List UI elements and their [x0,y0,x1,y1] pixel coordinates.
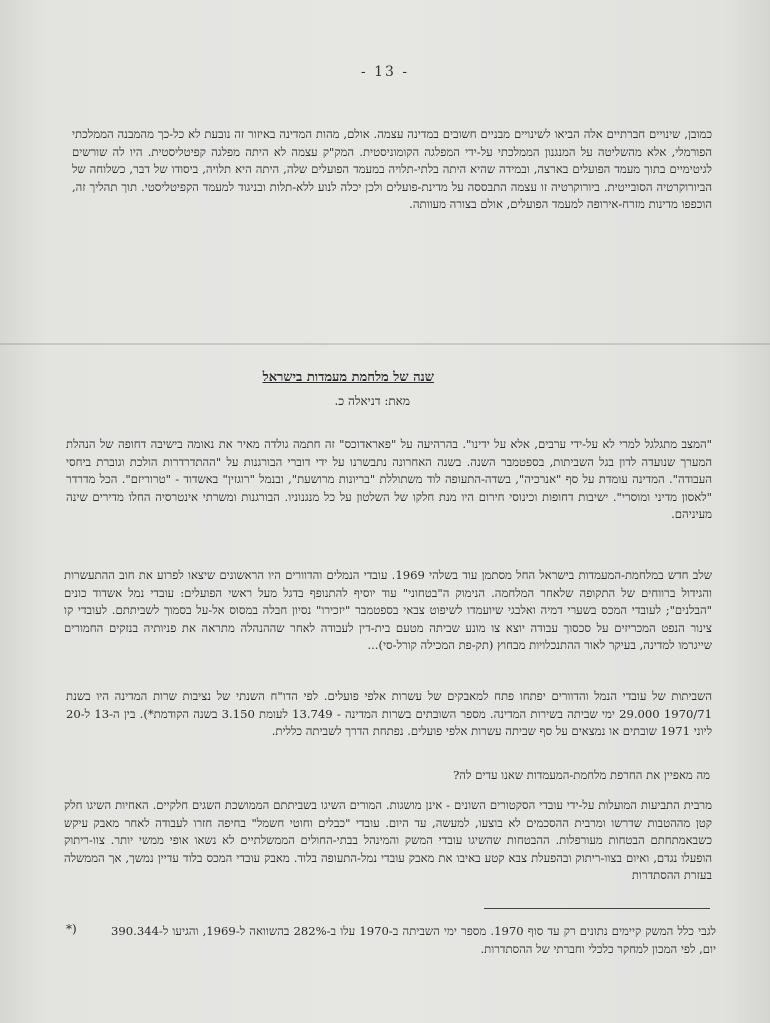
page-number: - 13 - [360,64,410,80]
body-paragraph-2: שלב חדש במלחמת-המעמדות בישראל החל מסתמן עוד בשלהי 1969. עובדי הנמלים והדוורים היו הראשונים שיצאו לפרוע את חוב ההתעשרות והגידול ברווחים של התקופה שלאחר המלחמה. הנימוק ה"בטחוני" עוד יוסיף להתנופף בדגל מעל ראשי הפועלים: עובדי נמל אשדוד כונים "הבלנים"; לעובדי המכס בשערי דמיה ואלבגי שיועמדו לשיפוט צבאי בספטמבר "יזכירו" נסיון חבלה במסוס אל-על בסמוך לשביתתם. לעובדי קו צינור הנפט המכריזים על סכסוך עבודה יוצא צו מונע שביתה מטעם בית-דין לעבודה לאחר שההנהלה מתראה את פניותיה בנזקים החמורים שייגרמו למדינה, בעיקר לאור ההתנכלויות מבחוץ (תק-פת המכילה קורל-סי)... [64,568,712,653]
page-fold [0,343,770,345]
author-line: מאת: דניאלה כ. [334,394,410,408]
footnote: לגבי כלל המשק קיימים נתונים רק עד סוף 1970. מספר ימי השביתה ב-1970 עלו ב-282% בהשוואה ל-1969, והגיעו ל-390.344 יום, לפי המכון למחקר כלכלי וחברתי של ההסתדרות. [111,924,716,956]
body-paragraph-3: השביתות של עובדי הנמל והדוורים יפתחו פתח למאבקים של עשרות אלפי פועלים. לפי הדו"ח השנתי של נציבות שרות המדינה היו בשנת 1970/71 29.000 ימי שביתה בשירות המדינה. מספר השובתים בשרות המדינה - 13.749 לעומת 3.150 בשנה הקודמת*). בין ה-13 ל-20 ליוני 1971 שובתים או נמצאים על סף שביתה עשרות אלפי פועלים. נפתחת הדרך לשביתה כללית. [66,689,713,739]
intro-paragraph: כמובן, שינויים חברתיים אלה הביאו לשינויים מבניים חשובים במדינה עצמה. אולם, מהות המדינה באיזור זה נובעת לא כל-כך מהמבנה הממלכתי הפורמלי, אלא מהשליטה על המנגנון הממלכתי על-ידי המפלגה הקומוניסטית. המק"ק עצמה לא היתה מפלגה קפיטליסטית. היו לה שורשים לגיטימיים בתוך מעמד הפועלים בארצה, ובמידה שהיא היתה בלתי-תלויה במעמד הפועלים שלה, היתה היא תלויה, ביסודו של דבר, כשלוחה של הביורוקרטיה הסובייטית. ביורוקרטיה זו עצמה התבססה על מדינת-פועלים ולכן יכלה לנוע ללא-תלות ובניגוד למעמד הקפיטליסטי. תוך תהליך זה, הוכפפו מדינות מזרח-אירופה למעמד הפועלים, אולם בצורה מעוותה. [72,127,712,212]
body-paragraph-1: "המצב מתגלגל למרי לא על-ידי ערבים, אלא על ידינו". בהרהיעה על "פאראדוכס" זה חתמה גולדה מאיר את נאומה בישיבה דחופה של הנהלת המערך שנועדה לדון בגל השביתות, בספטמבר השנה. בשנה האחרונה נתבשרנו על ידי דוברי הבורגנות על "ההתדרדרות הולכת וגוברת ביחסי העבודה". המדינה עומדת על סף "אנרכיה", בשדה-התעופה לוד משתוללת "בריונות מרושעת", ובנמל "רוגזין" באשדוד - "טרוריזם". הכל מדרדר "לאסון מדיני ומוסרי". ישיבות דחופות וכינוסי חירום היו מנת חלקו של השלטון על כל מנגנוניו. הבורגנות ומשרתי אינטרסיה החלו מדירים שינה מעיניהם. [66,437,712,522]
article-title: שנה של מלחמת מעמדות בישראל [262,370,434,385]
footnote-mark: *) [66,922,77,936]
section-question: מה מאפיין את החרפת מלחמת-המעמדות שאנו עדים לה? [453,768,710,782]
body-paragraph-4: מרבית התביעות המועלות על-ידי עובדי הסקטורים השונים - אינן מושגות. המורים השיגו בשביתתם הממושכת השגים חלקיים. האחיות השיגו חלק קטן מההטבות שדרשו ומרבית ההסכמים לא בוצעו, למעשה, עד היום. עובדי "כבלים וחוטי חשמל" בחיפה חזרו לעבודה לאחר מאבק עיקש כשבאמתחתם הבטחות מעורפלות. ההבטחות שהשיגו עובדי המשק והמינהל בבתי-החולים הממשלתיים לא נשאו אופי ממשי יותר. צוו-ריתוק הופעלו נגדם, ואיום בצוו-ריתוק ובהפעלת צבא קטע באיבו את מאבק עובדי נמל-התעופה בלוד. מאבק עובדי המכס בלוד עדיין נמשך, אך הממשלה בעזרת ההסתדרות [64,798,712,883]
footnote-divider [484,908,710,909]
